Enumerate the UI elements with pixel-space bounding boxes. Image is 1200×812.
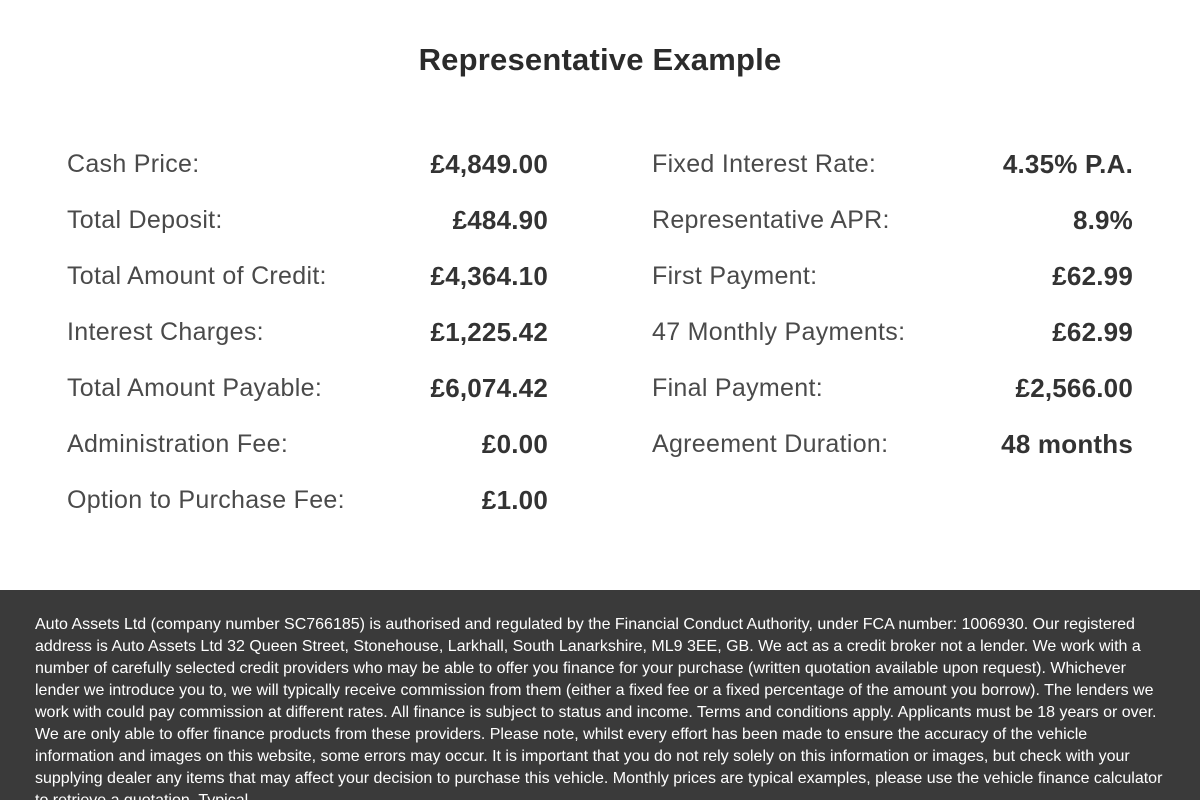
finance-label: Agreement Duration: <box>652 429 889 458</box>
page-title: Representative Example <box>418 42 782 77</box>
finance-label: Final Payment: <box>652 373 823 402</box>
finance-row-option-to-purchase-fee <box>67 472 548 528</box>
finance-details-left-column <box>67 136 548 528</box>
finance-row-agreement-duration <box>652 416 1133 472</box>
finance-row-administration-fee <box>67 416 548 472</box>
finance-value: £1.00 <box>481 484 548 515</box>
finance-row-final-payment <box>652 360 1133 416</box>
finance-label: Total Deposit: <box>67 205 223 234</box>
finance-details-right-column <box>652 136 1133 472</box>
finance-value: £62.99 <box>1052 260 1133 291</box>
finance-value: £6,074.42 <box>430 372 548 403</box>
finance-row-first-payment <box>652 248 1133 304</box>
finance-value: £4,849.00 <box>430 148 548 179</box>
finance-label: Cash Price: <box>67 149 200 178</box>
finance-row-representative-apr <box>652 192 1133 248</box>
finance-label: Option to Purchase Fee: <box>67 485 345 514</box>
finance-row-monthly-payments <box>652 304 1133 360</box>
finance-value: £0.00 <box>481 428 548 459</box>
finance-label: Total Amount of Credit: <box>67 261 327 290</box>
finance-row-total-amount-payable <box>67 360 548 416</box>
disclaimer-footer <box>0 590 1200 809</box>
finance-value: £2,566.00 <box>1015 372 1133 403</box>
disclaimer-text: Auto Assets Ltd (company number SC766185) is authorised and regulated by the Financial Conduct Authority, under FCA number: 1006930. Our registered address is Auto Assets Ltd 32 Queen Street, Stonehouse, Larkhall, South Lanarkshire, ML9 3EE, GB. We act as a credit broker not a lender. We work with a number of carefully selected credit providers who may be able to offer you finance for your purchase (written quotation available upon request). Whichever lender we introduce you to, we will typically receive commission from them (either a fixed fee or a fixed percentage of the amount you borrow). The lenders we work with could pay commission at different rates. All finance is subject to status and income. Terms and conditions apply. Applicants must be 18 years or over. We are only able to offer finance products from these providers. Please note, whilst every effort has been made to ensure the accuracy of the vehicle information and images on this website, some errors may occur. It is important that you do not rely solely on this information or images, but check with your supplying dealer any items that may affect your decision to purchase this vehicle. Monthly prices are typical examples, please use the vehicle finance calculator to retrieve a quotation. Typical <box>35 616 1163 809</box>
finance-value: £484.90 <box>452 204 548 235</box>
finance-value: 4.35% P.A. <box>1002 148 1133 179</box>
finance-row-fixed-interest-rate <box>652 136 1133 192</box>
finance-label: First Payment: <box>652 261 818 290</box>
finance-label: Representative APR: <box>652 205 890 234</box>
finance-label: Interest Charges: <box>67 317 264 346</box>
finance-row-interest-charges <box>67 304 548 360</box>
finance-value: 8.9% <box>1072 204 1133 235</box>
finance-label: Administration Fee: <box>67 429 289 458</box>
finance-value: £1,225.42 <box>430 316 548 347</box>
finance-row-total-amount-of-credit <box>67 248 548 304</box>
finance-value: £62.99 <box>1052 316 1133 347</box>
finance-label: Total Amount Payable: <box>67 373 323 402</box>
finance-row-total-deposit <box>67 192 548 248</box>
finance-value: 48 months <box>1001 428 1133 459</box>
finance-row-cash-price <box>67 136 548 192</box>
finance-label: 47 Monthly Payments: <box>652 317 906 346</box>
finance-value: £4,364.10 <box>430 260 548 291</box>
finance-label: Fixed Interest Rate: <box>652 149 877 178</box>
